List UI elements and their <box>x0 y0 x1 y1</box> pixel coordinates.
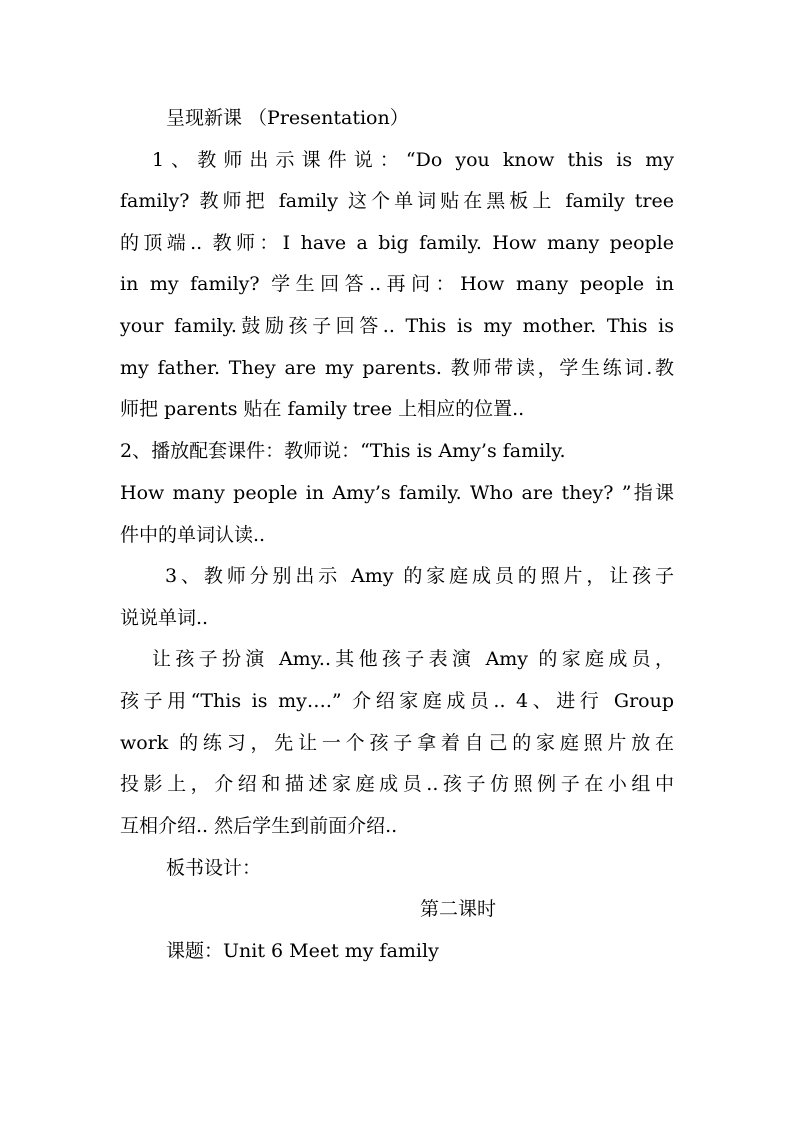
paragraph-line: 说说单词.. <box>120 607 209 629</box>
paragraph-line: 的顶端.. 教师：I have a big family. How many people <box>120 232 674 254</box>
lesson-label: 第二课时 <box>420 898 497 920</box>
paragraph-line: 1、教师出示课件说：“Do you know this is my <box>152 149 674 171</box>
paragraph-line: 让孩子扮演 Amy..其他孩子表演 Amy 的家庭成员， <box>152 648 674 670</box>
paragraph-line: your family.鼓励孩子回答.. This is my mother. This is <box>120 315 674 337</box>
paragraph-line: 投影上，介绍和描述家庭成员..孩子仿照例子在小组中 <box>120 773 674 795</box>
paragraph-line: 3、教师分别出示 Amy 的家庭成员的照片，让孩子 <box>165 565 674 587</box>
section-heading: 呈现新课 （Presentation） <box>166 107 409 129</box>
paragraph-line: 互相介绍.. 然后学生到前面介绍.. <box>120 815 398 837</box>
paragraph-line: family? 教师把 family 这个单词贴在黑板上 family tree <box>120 190 674 212</box>
paragraph-line: my father. They are my parents. 教师带读，学生练词.教 <box>120 357 674 379</box>
paragraph-line: 件中的单词认读.. <box>120 524 266 546</box>
board-design-label: 板书设计： <box>166 857 262 879</box>
paragraph-line: How many people in Amy’s family. Who are they? ”指课 <box>120 482 674 504</box>
topic-line: 课题：Unit 6 Meet my family <box>166 940 439 962</box>
paragraph-line: 师把 parents 贴在 family tree 上相应的位置.. <box>120 398 525 420</box>
paragraph-line: 孩子用“This is my….” 介绍家庭成员.. 4、进行 Group <box>120 690 674 712</box>
paragraph-line: 2、播放配套课件：教师说：“This is Amy’s family. <box>120 440 566 462</box>
paragraph-line: work 的练习，先让一个孩子拿着自己的家庭照片放在 <box>120 732 674 754</box>
paragraph-line: in my family? 学生回答..再问：How many people in <box>120 273 674 295</box>
